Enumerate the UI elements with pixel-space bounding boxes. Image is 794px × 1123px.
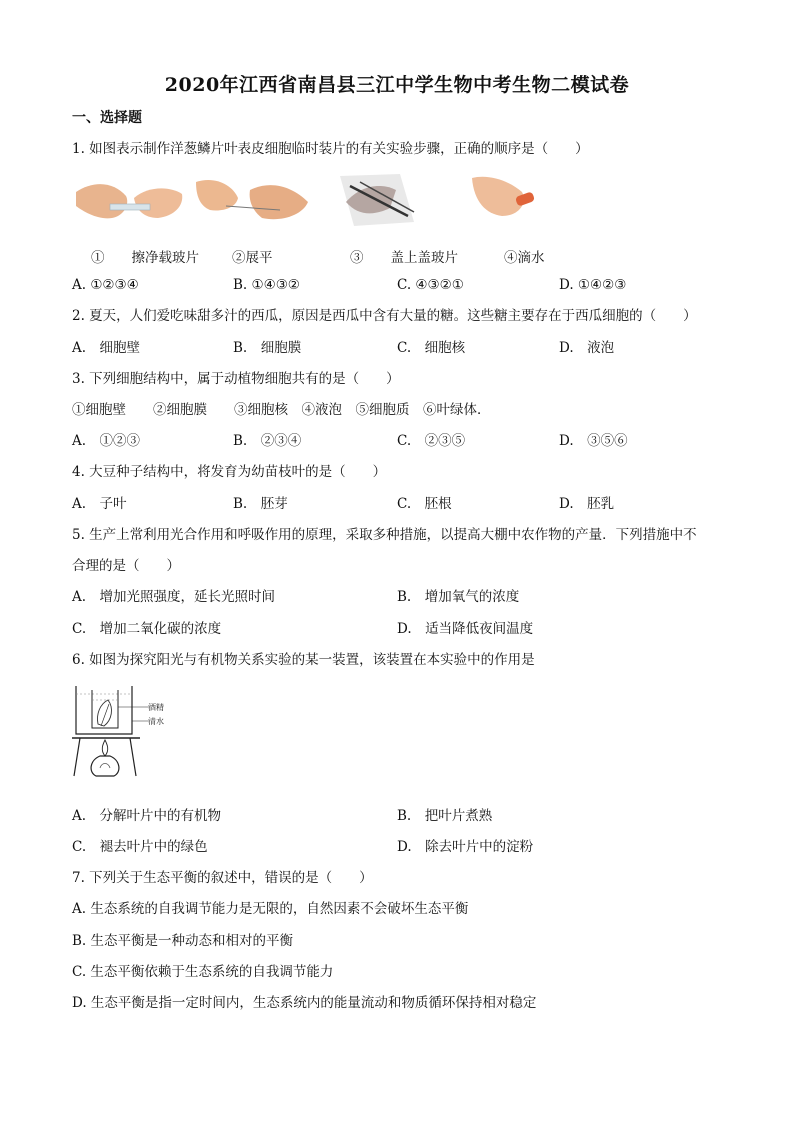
q1-caption-1: ① 擦净载玻片	[91, 250, 199, 266]
question-4-stem: 4. 大豆种子结构中，将发育为幼苗枝叶的是（ ）	[72, 464, 387, 480]
q1-option-b: B. ①④③②	[233, 277, 300, 293]
q4-option-a: A. 子叶	[72, 496, 127, 512]
q6-option-a: A. 分解叶片中的有机物	[72, 808, 222, 824]
label-water: 清水	[148, 717, 164, 726]
question-2-stem: 2. 夏天，人们爱吃味甜多汁的西瓜，原因是西瓜中含有大量的糖。这些糖主要存在于西瓜细胞的（ ）	[72, 308, 697, 324]
q5-option-b: B. 增加氧气的浓度	[397, 589, 520, 605]
q7-option-b: B. 生态平衡是一种动态和相对的平衡	[72, 933, 294, 949]
section-heading: 一、选择题	[72, 110, 142, 126]
q2-option-c: C. 细胞核	[397, 340, 466, 356]
q5-option-d: D. 适当降低夜间温度	[397, 621, 534, 637]
page-title: 2020年江西省南昌县三江中学生物中考生物二模试卷	[164, 74, 630, 96]
question-5-stem-line-2: 合理的是（ ）	[72, 558, 180, 574]
q3-option-d: D. ③⑤⑥	[559, 433, 628, 449]
q3-option-a: A. ①②③	[72, 433, 141, 449]
q1-option-a: A. ①②③④	[72, 277, 139, 293]
question-5-stem-line-1: 5. 生产上常利用光合作用和呼吸作用的原理，采取多种措施，以提高大棚中农作物的产量．下列措施中不	[72, 527, 697, 543]
question-3-items: ①细胞壁 ②细胞膜 ③细胞核 ④液泡 ⑤细胞质 ⑥叶绿体．	[72, 402, 491, 418]
question-7-stem: 7. 下列关于生态平衡的叙述中，错误的是（ ）	[72, 870, 373, 886]
q3-option-c: C. ②③⑤	[397, 433, 466, 449]
q1-caption-4: ④滴水	[504, 250, 545, 266]
q5-option-a: A. 增加光照强度，延长光照时间	[72, 589, 276, 605]
q5-option-c: C. 增加二氧化碳的浓度	[72, 621, 222, 637]
q1-caption-3: ③ 盖上盖玻片	[350, 250, 458, 266]
q7-option-a: A. 生态系统的自我调节能力是无限的，自然因素不会破坏生态平衡	[72, 901, 469, 917]
alcohol-bath-apparatus-figure	[70, 680, 170, 780]
step-photo-drop-water	[468, 172, 542, 228]
q4-option-c: C. 胚根	[397, 496, 452, 512]
step-photo-wipe-slide	[74, 172, 186, 228]
q6-option-d: D. 除去叶片中的淀粉	[397, 839, 534, 855]
q4-option-b: B. 胚芽	[233, 496, 288, 512]
q7-option-c: C. 生态平衡依赖于生态系统的自我调节能力	[72, 964, 334, 980]
label-alcohol: 酒精	[148, 703, 164, 712]
q2-option-d: D. 液泡	[559, 340, 615, 356]
q1-option-c: C. ④③②①	[397, 277, 464, 293]
q7-option-d: D. 生态平衡是指一定时间内，生态系统内的能量流动和物质循环保持相对稳定	[72, 995, 537, 1011]
question-6-stem: 6. 如图为探究阳光与有机物关系实验的某一装置，该装置在本实验中的作用是	[72, 652, 535, 668]
q6-option-c: C. 褪去叶片中的绿色	[72, 839, 208, 855]
q1-option-d: D. ①④②③	[559, 277, 627, 293]
q4-option-d: D. 胚乳	[559, 496, 615, 512]
step-photo-coverslip	[330, 172, 422, 228]
question-3-stem: 3. 下列细胞结构中，属于动植物细胞共有的是（ ）	[72, 371, 400, 387]
question-1-stem: 1. 如图表示制作洋葱鳞片叶表皮细胞临时装片的有关实验步骤，正确的顺序是（ ）	[72, 141, 589, 157]
q1-step-photos	[74, 172, 544, 228]
q2-option-b: B. 细胞膜	[233, 340, 302, 356]
q1-caption-2: ②展平	[232, 250, 273, 266]
q2-option-a: A. 细胞壁	[72, 340, 141, 356]
q3-option-b: B. ②③④	[233, 433, 302, 449]
q6-option-b: B. 把叶片煮熟	[397, 808, 493, 824]
step-photo-spread	[192, 172, 312, 228]
